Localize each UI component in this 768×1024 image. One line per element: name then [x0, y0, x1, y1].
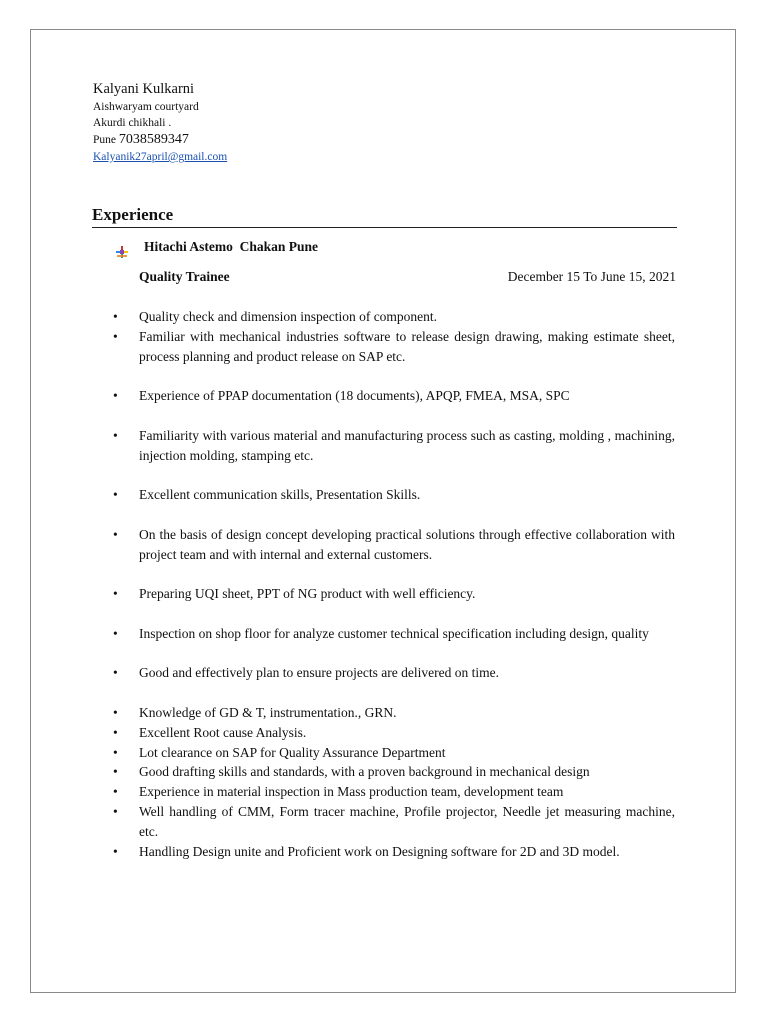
- list-item: • Knowledge of GD & T, instrumentation., GRN.: [112, 703, 675, 723]
- list-item: • Experience of PPAP documentation (18 documents), APQP, FMEA, MSA, SPC: [112, 386, 675, 406]
- phone-number: 7038589347: [118, 132, 189, 147]
- employment-dates: December 15 To June 15, 2021: [507, 269, 676, 284]
- list-item: • Good and effectively plan to ensure projects are delivered on time.: [112, 663, 675, 683]
- city-phone-line: [93, 131, 493, 149]
- list-item: • Handling Design unite and Proficient work on Designing software for 2D and 3D model.: [112, 842, 675, 862]
- city: Pune: [93, 134, 116, 146]
- contact-header: [93, 79, 493, 165]
- list-item: • On the basis of design concept developing practical solutions through effective collaboration with project team and with internal and external customers.: [112, 525, 675, 565]
- email-link[interactable]: Kalyanik27april@gmail.com: [93, 151, 228, 163]
- list-item: • Good drafting skills and standards, with a proven background in mechanical design: [112, 762, 675, 782]
- experience-heading: Experience: [92, 205, 174, 224]
- list-item: • Preparing UQI sheet, PPT of NG product with well efficiency.: [112, 584, 675, 604]
- address-line-2: Akurdi chikhali .: [93, 117, 172, 129]
- multicolor-bullet-icon: [116, 246, 128, 258]
- list-item: • Experience in material inspection in Mass production team, development team: [112, 782, 675, 802]
- responsibility-list: [112, 307, 675, 861]
- company-row: [116, 236, 318, 258]
- list-item: • Excellent Root cause Analysis.: [112, 723, 675, 743]
- job-title: Quality Trainee: [139, 269, 230, 284]
- address-line-1: Aishwaryam courtyard: [93, 101, 199, 113]
- candidate-name: Kalyani Kulkarni: [93, 81, 195, 97]
- list-item: • Well handling of CMM, Form tracer machine, Profile projector, Needle jet measuring machine, etc.: [112, 802, 675, 842]
- role-row: [139, 268, 676, 286]
- company-name: Hitachi Astemo Chakan Pune: [144, 239, 319, 254]
- list-item: • Quality check and dimension inspection of component.: [112, 307, 675, 327]
- section-divider: [92, 227, 677, 228]
- list-item: • Lot clearance on SAP for Quality Assurance Department: [112, 743, 675, 763]
- list-item: • Familiarity with various material and manufacturing process such as casting, molding , machining, injection molding, stamping etc.: [112, 426, 675, 466]
- list-item: • Inspection on shop floor for analyze customer technical specification including design, quality: [112, 624, 675, 644]
- list-item: • Familiar with mechanical industries software to release design drawing, making estimate sheet, process planning and product release on SAP etc.: [112, 327, 675, 367]
- list-item: • Excellent communication skills, Presentation Skills.: [112, 485, 675, 505]
